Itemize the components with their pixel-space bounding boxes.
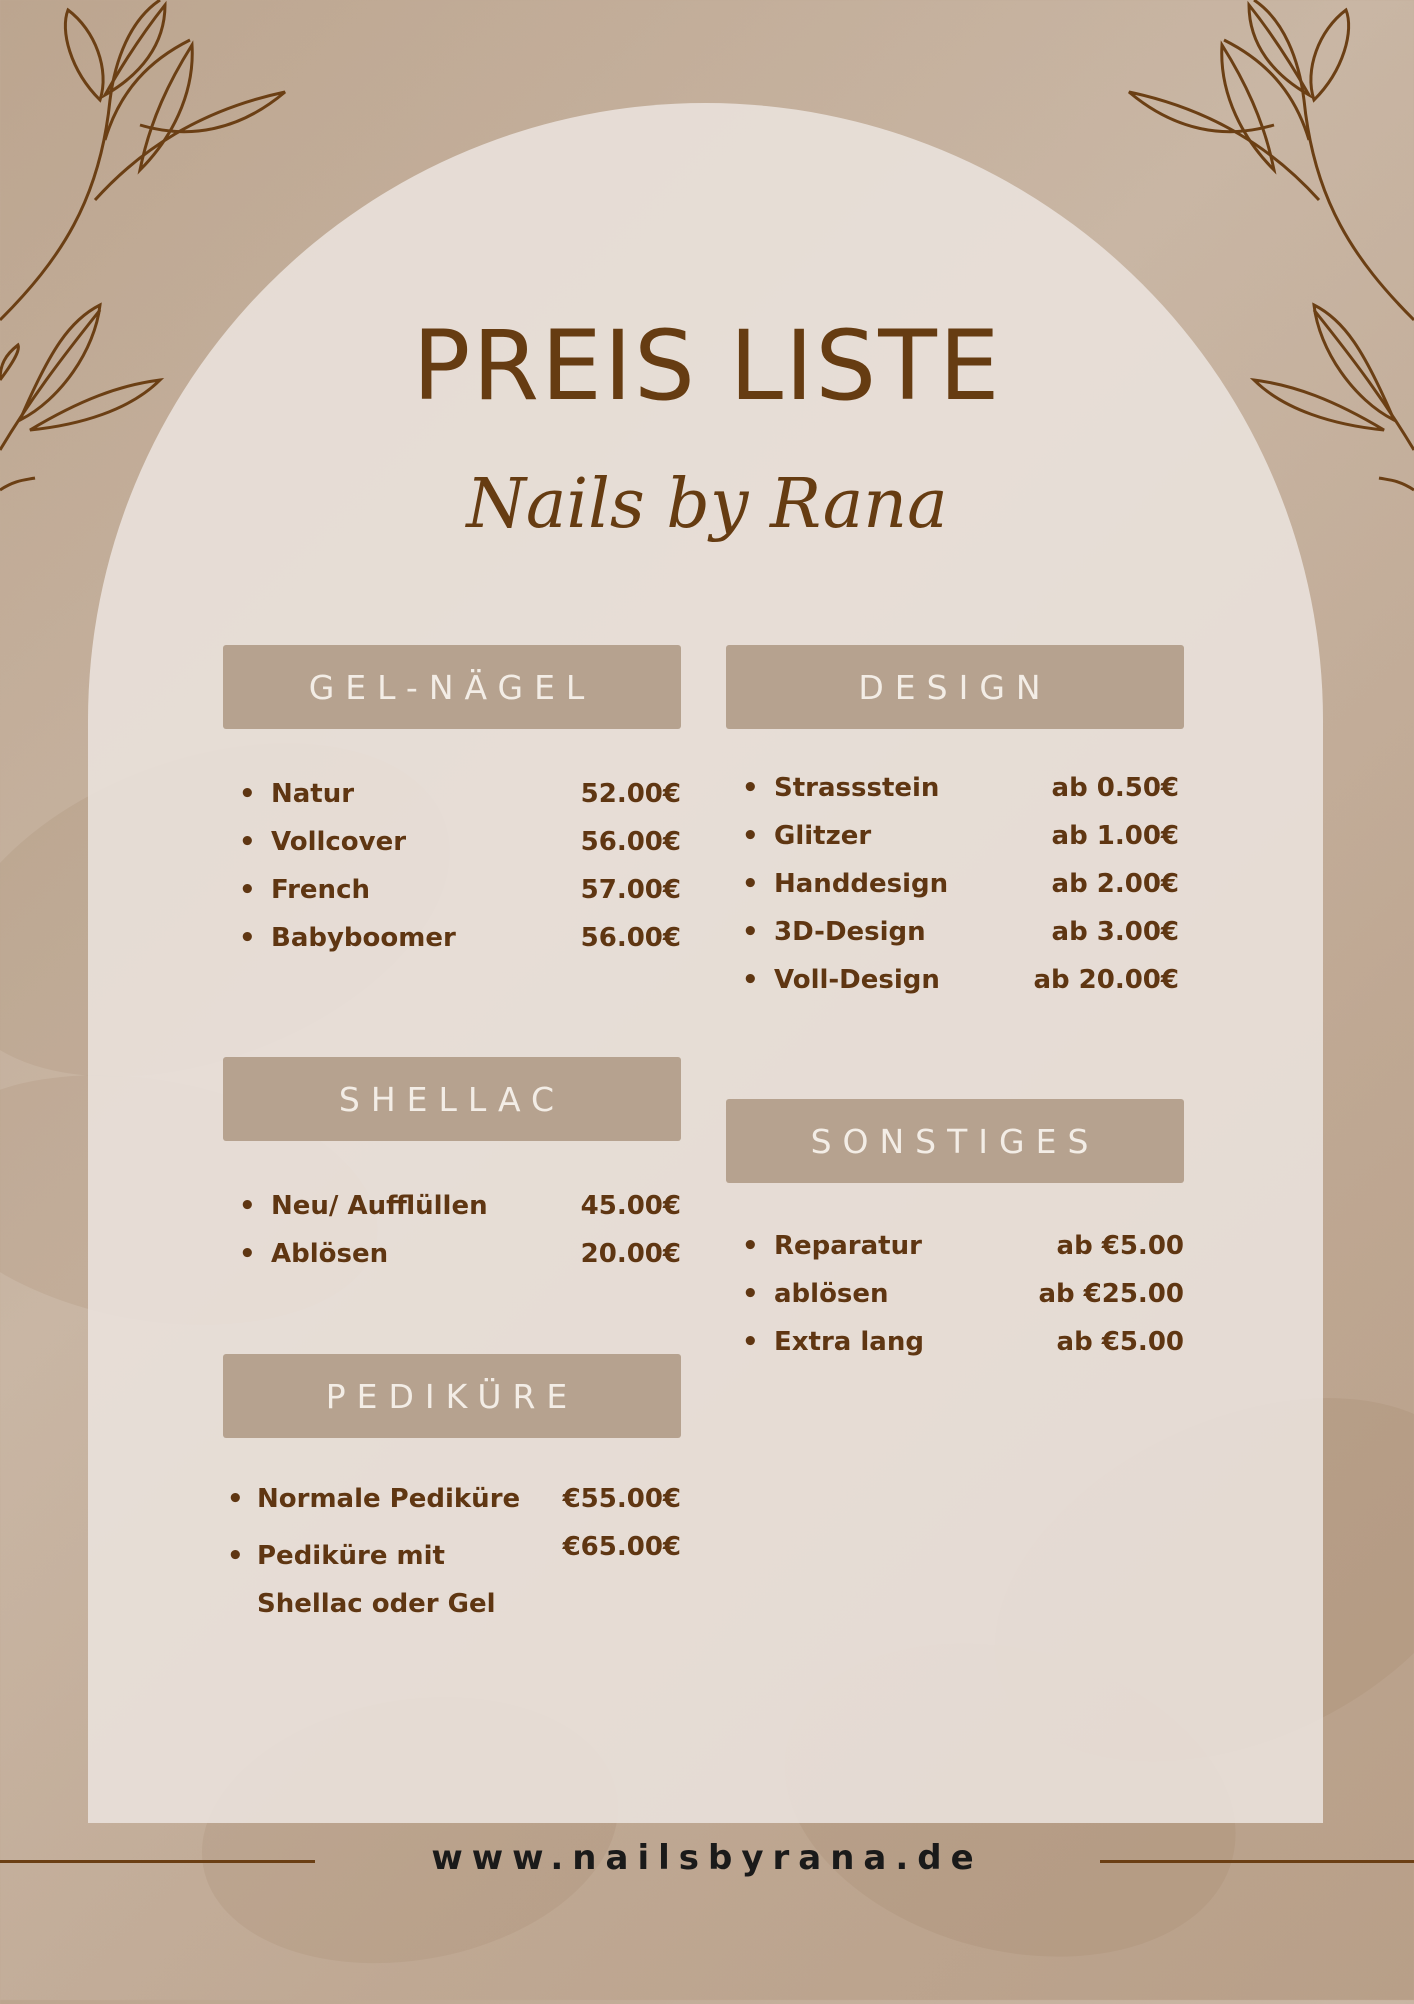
price-list xyxy=(223,1191,681,1287)
list-item xyxy=(726,869,1179,917)
list-item xyxy=(223,875,681,923)
item-name-line1: Pediküre mit xyxy=(257,1541,445,1571)
item-name: • Ablösen xyxy=(223,1239,388,1269)
item-price: 56.00€ xyxy=(580,923,681,953)
list-item xyxy=(223,1191,681,1239)
item-price: ab 3.00€ xyxy=(1051,917,1179,947)
price-list xyxy=(223,779,681,971)
page-title: PREIS LISTE xyxy=(412,310,1002,422)
list-item xyxy=(223,1532,681,1628)
list-item xyxy=(726,1327,1184,1375)
price-list xyxy=(726,1231,1184,1375)
item-name: • Neu/ Aufflüllen xyxy=(223,1191,488,1221)
list-item xyxy=(223,827,681,875)
list-item xyxy=(223,1239,681,1287)
item-name-line2: Shellac oder Gel xyxy=(257,1589,496,1619)
item-price: ab 20.00€ xyxy=(1033,965,1179,995)
item-name: • Babyboomer xyxy=(223,923,456,953)
section-sonstiges xyxy=(726,1099,1184,1375)
item-name: • Normale Pediküre xyxy=(223,1484,520,1514)
item-price: 57.00€ xyxy=(580,875,681,905)
item-price: 56.00€ xyxy=(580,827,681,857)
item-name: • Glitzer xyxy=(726,821,871,851)
item-name: • Extra lang xyxy=(726,1327,924,1357)
item-price: 20.00€ xyxy=(580,1239,681,1269)
item-price: ab €5.00 xyxy=(1056,1327,1184,1357)
section-title: SHELLAC xyxy=(223,1057,681,1141)
item-name: • ablösen xyxy=(726,1279,889,1309)
item-price: ab €25.00 xyxy=(1038,1279,1184,1309)
price-list xyxy=(726,773,1179,1013)
list-item xyxy=(223,779,681,827)
right-branch-icon xyxy=(1114,0,1414,520)
item-name xyxy=(223,1532,496,1628)
list-item xyxy=(726,821,1179,869)
brand-subtitle: Nails by Rana xyxy=(466,465,948,544)
item-price: ab 0.50€ xyxy=(1051,773,1179,803)
section-title: DESIGN xyxy=(726,645,1184,729)
website-url: www.nailsbyrana.de xyxy=(431,1838,983,1878)
section-gel-naegel xyxy=(223,645,681,971)
item-name: • French xyxy=(223,875,370,905)
item-price: ab €5.00 xyxy=(1056,1231,1184,1261)
item-name: • Strassstein xyxy=(726,773,939,803)
list-item xyxy=(726,1279,1184,1327)
item-name: • Natur xyxy=(223,779,354,809)
list-item xyxy=(726,1231,1184,1279)
list-item xyxy=(223,923,681,971)
item-name: • Handdesign xyxy=(726,869,948,899)
list-item xyxy=(726,773,1179,821)
price-list xyxy=(223,1484,681,1628)
item-name: • Voll-Design xyxy=(726,965,940,995)
item-price: 45.00€ xyxy=(580,1191,681,1221)
item-price: €55.00€ xyxy=(562,1484,681,1514)
section-title: SONSTIGES xyxy=(726,1099,1184,1183)
item-price: €65.00€ xyxy=(562,1532,681,1562)
section-title: PEDIKÜRE xyxy=(223,1354,681,1438)
item-price: 52.00€ xyxy=(580,779,681,809)
list-item xyxy=(726,965,1179,1013)
item-name: • 3D-Design xyxy=(726,917,926,947)
item-name: • Reparatur xyxy=(726,1231,922,1261)
section-shellac xyxy=(223,1057,681,1287)
list-item xyxy=(726,917,1179,965)
section-pedikuere xyxy=(223,1354,681,1628)
left-branch-icon xyxy=(0,0,300,520)
section-design xyxy=(726,645,1184,1013)
item-name: • Vollcover xyxy=(223,827,406,857)
item-price: ab 1.00€ xyxy=(1051,821,1179,851)
section-title: GEL-NÄGEL xyxy=(223,645,681,729)
list-item xyxy=(223,1484,681,1532)
item-price: ab 2.00€ xyxy=(1051,869,1179,899)
